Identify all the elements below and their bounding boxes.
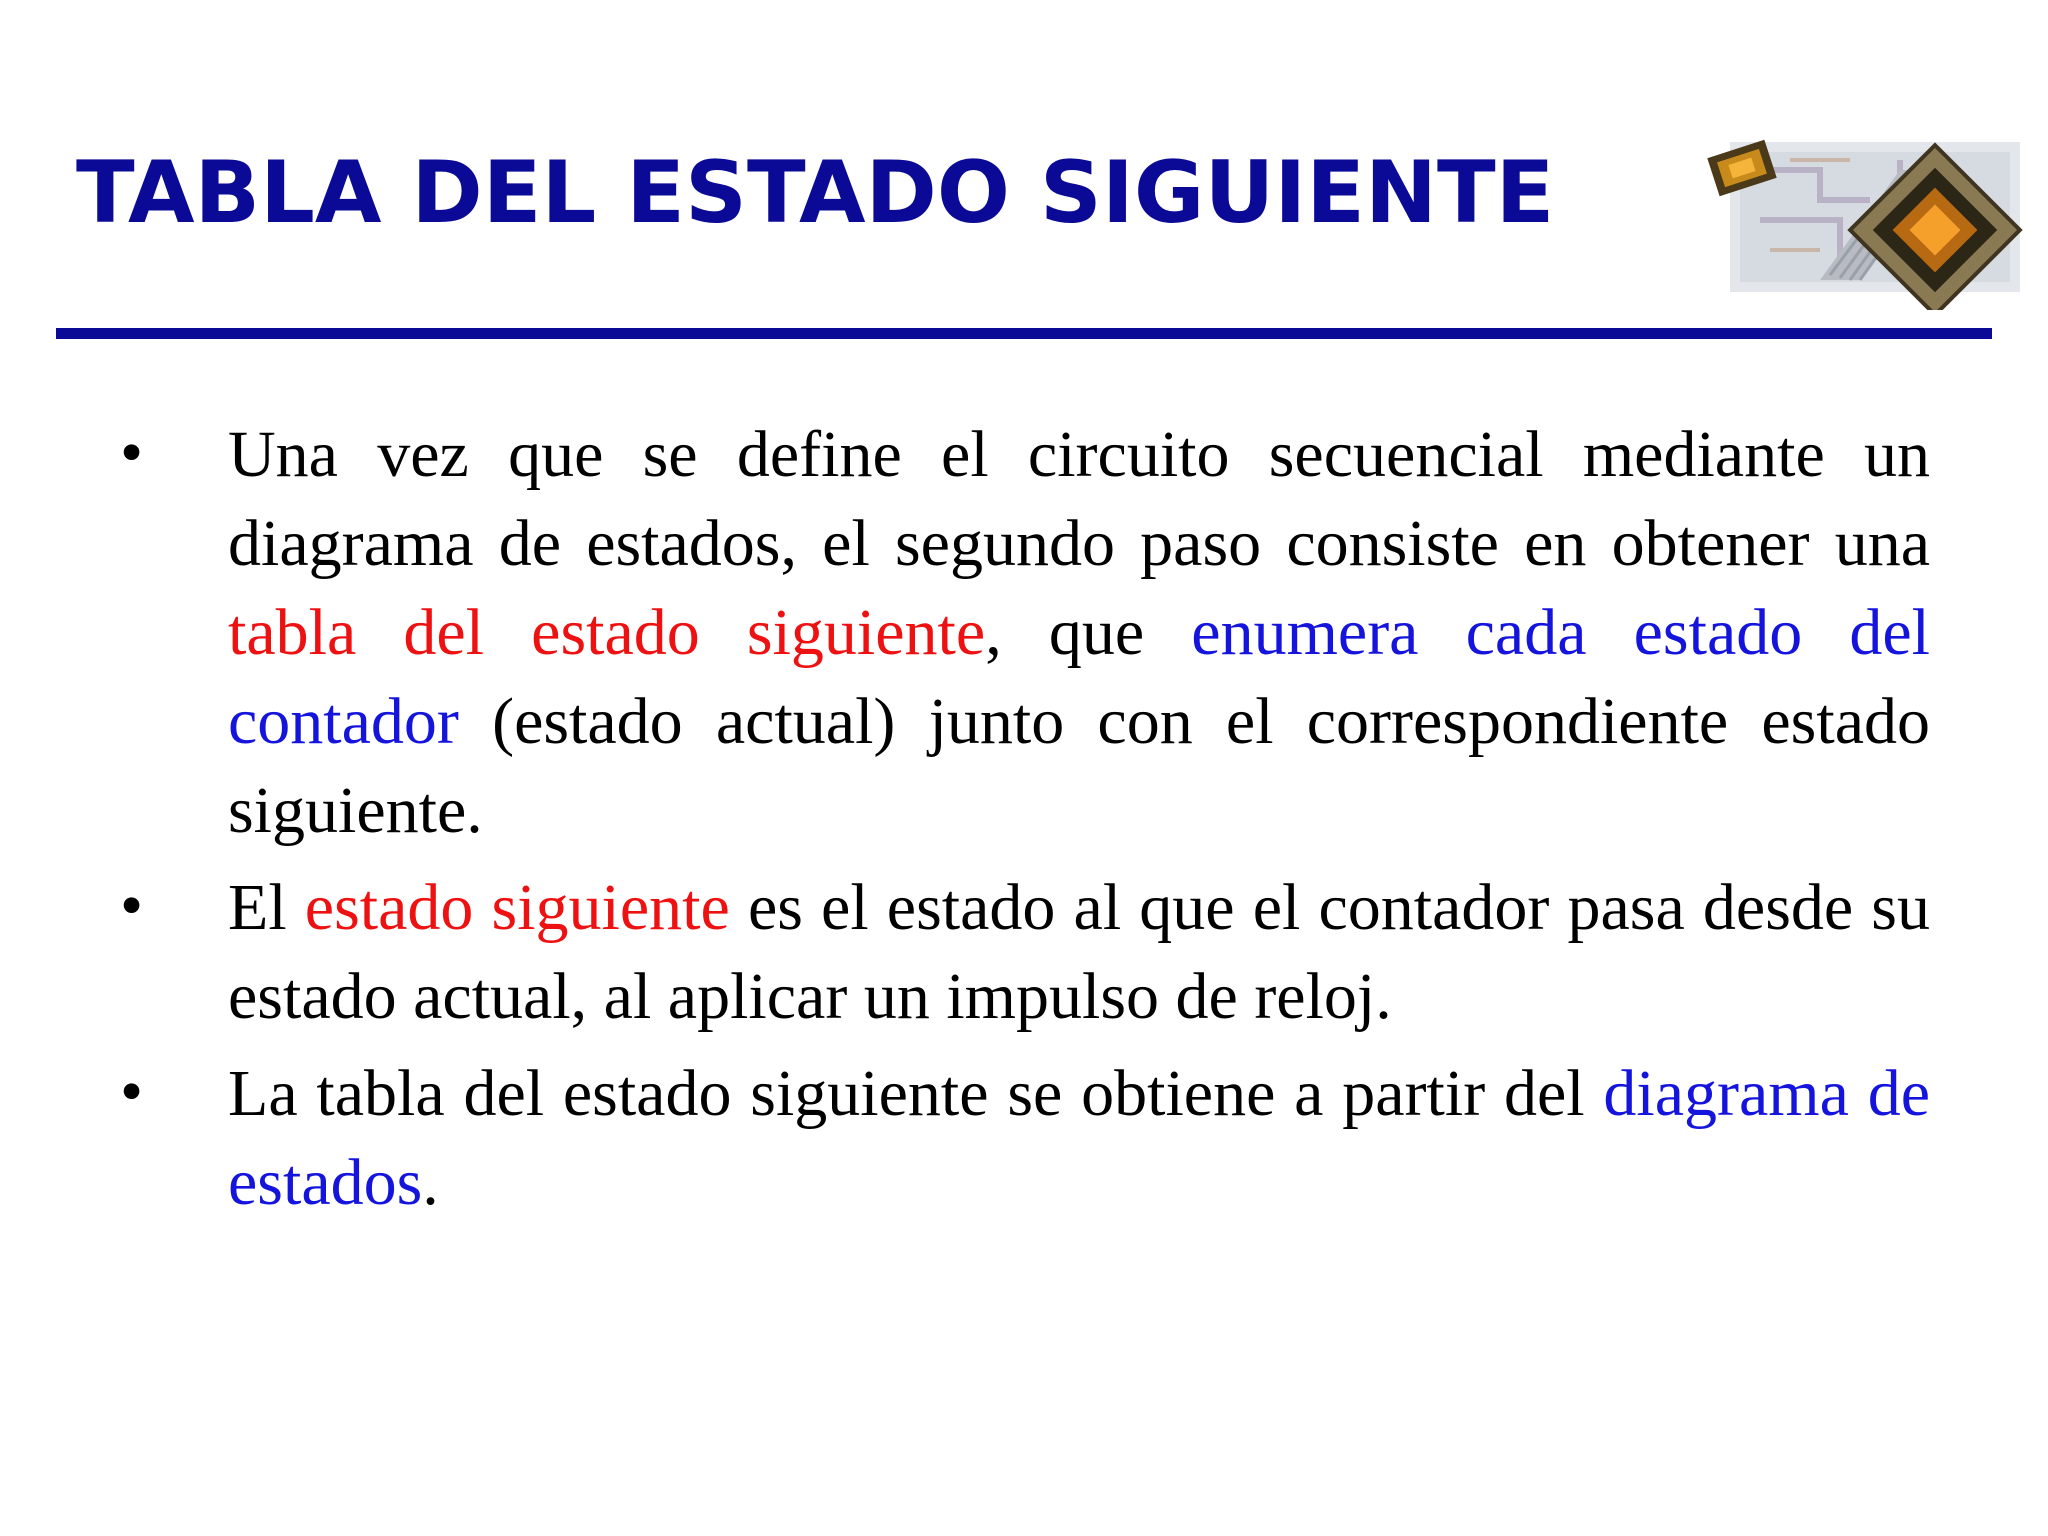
bullet-text: (estado actual) junto con el correspondiente estado siguiente. [228, 685, 1930, 847]
highlight-blue-text: enumera cada estado del contador [228, 596, 1931, 758]
microchip-logo-icon [1700, 130, 2030, 310]
bullet-marker: • [120, 869, 144, 942]
highlight-blue-text: diagrama de estados [228, 1057, 1931, 1219]
bullet-text: . [422, 1146, 439, 1219]
highlight-red-text: estado siguiente [304, 871, 730, 944]
bullet-item-3 [120, 1049, 1930, 1227]
bullet-text: es el estado al que el contador pasa desde su estado actual, al aplicar un impulso de reloj. [228, 871, 1930, 1033]
bullet-text: La tabla del estado siguiente se obtiene a partir del [228, 1057, 1604, 1130]
bullet-text: Una vez que se define el circuito secuencial mediante un diagrama de estados, el segundo paso consiste en obtener una [228, 418, 1930, 580]
bullet-item-1 [120, 410, 1930, 855]
highlight-red-text: tabla del estado siguiente [228, 596, 986, 669]
bullet-text: El [228, 871, 305, 944]
bullet-marker: • [120, 416, 144, 489]
bullet-item-2 [120, 863, 1930, 1041]
bullet-text: , que [985, 596, 1192, 669]
slide-title: TABLA DEL ESTADO SIGUIENTE [76, 143, 1555, 243]
title-divider [56, 328, 1992, 339]
bullet-list [120, 410, 1930, 1235]
bullet-marker: • [120, 1055, 144, 1128]
